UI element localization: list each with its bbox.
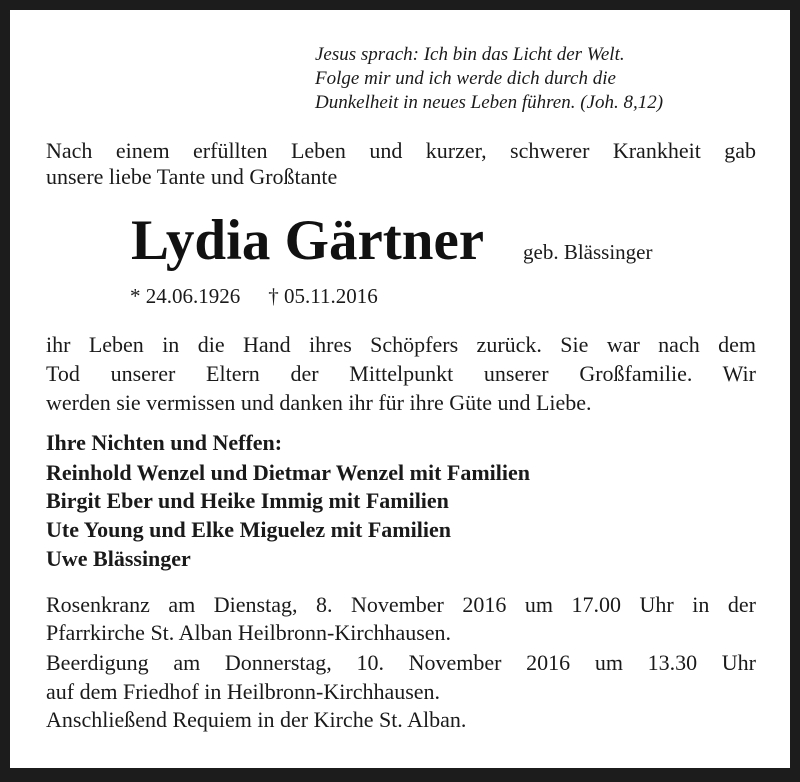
birth-date: * 24.06.1926 bbox=[130, 284, 241, 308]
body-line: werden sie vermissen und danken ihr für ihre Güte und Liebe. bbox=[46, 390, 592, 415]
service-line: Beerdigung am Donnerstag, 10. November 2016 um 13.30 Uhr bbox=[46, 650, 756, 675]
bible-quote-line: Folge mir und ich werde dich durch die bbox=[315, 68, 616, 89]
mourner-name: Birgit Eber und Heike Immig mit Familien bbox=[46, 488, 449, 513]
service-line: Rosenkranz am Dienstag, 8. November 2016 um 17.00 Uhr in der bbox=[46, 592, 756, 617]
life-dates bbox=[130, 284, 378, 309]
service-line: auf dem Friedhof in Heilbronn-Kirchhausen. bbox=[46, 679, 441, 704]
body-line: ihr Leben in die Hand ihres Schöpfers zurück. Sie war nach dem bbox=[46, 332, 756, 357]
maiden-name: geb. Blässinger bbox=[523, 240, 653, 264]
death-date: † 05.11.2016 bbox=[268, 284, 378, 308]
bible-quote-line: Jesus sprach: Ich bin das Licht der Welt. bbox=[315, 44, 625, 65]
service-line: Pfarrkirche St. Alban Heilbronn-Kirchhausen. bbox=[46, 620, 452, 645]
mourners-heading: Ihre Nichten und Neffen: bbox=[46, 430, 283, 455]
mourner-name: Ute Young und Elke Miguelez mit Familien bbox=[46, 517, 451, 542]
bible-quote-line: Dunkelheit in neues Leben führen. (Joh. 8,12) bbox=[315, 92, 664, 113]
intro-line: Nach einem erfüllten Leben und kurzer, schwerer Krankheit gab bbox=[46, 138, 756, 163]
deceased-name: Lydia Gärtner bbox=[131, 209, 485, 272]
mourner-name: Reinhold Wenzel und Dietmar Wenzel mit Familien bbox=[46, 460, 530, 485]
service-line: Anschließend Requiem in der Kirche St. Alban. bbox=[46, 707, 467, 732]
obituary-notice bbox=[10, 10, 790, 768]
intro-line: unsere liebe Tante und Großtante bbox=[46, 164, 338, 189]
body-line: Tod unserer Eltern der Mittelpunkt unserer Großfamilie. Wir bbox=[46, 361, 756, 386]
mourner-name: Uwe Blässinger bbox=[46, 546, 191, 571]
